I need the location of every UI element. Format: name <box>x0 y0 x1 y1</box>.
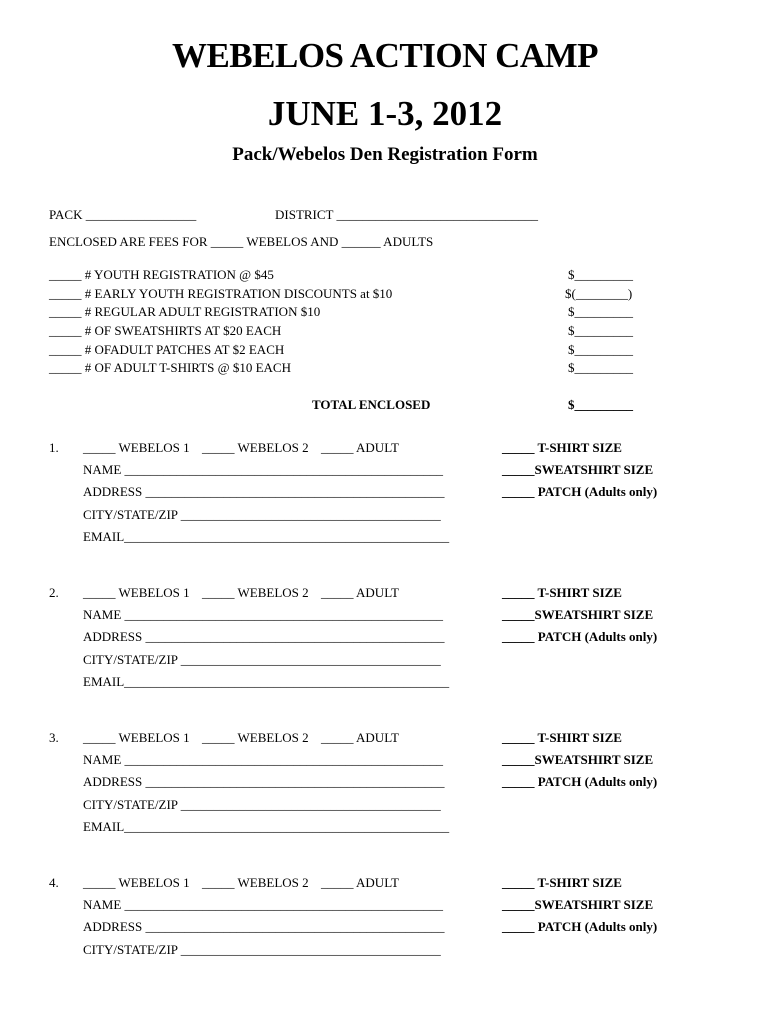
entry-number: 3. <box>49 730 59 745</box>
adult-field[interactable]: _____ ADULT <box>321 875 399 890</box>
email-field[interactable]: EMAIL__________________________________________________ <box>83 674 450 689</box>
sweatshirt-size-field[interactable]: _____SWEATSHIRT SIZE <box>502 752 654 767</box>
address-field[interactable]: ADDRESS ______________________________________________ <box>83 919 445 934</box>
city-state-zip-field[interactable]: CITY/STATE/ZIP ________________________________________ <box>83 797 441 812</box>
webelos2-field[interactable]: _____ WEBELOS 2 <box>202 440 309 455</box>
entry-number: 1. <box>49 440 59 455</box>
fee-amount-patches[interactable]: $_________ <box>568 342 633 357</box>
patch-field[interactable]: _____ PATCH (Adults only) <box>502 919 658 934</box>
webelos1-field[interactable]: _____ WEBELOS 1 <box>83 440 190 455</box>
address-field[interactable]: ADDRESS ______________________________________________ <box>83 484 445 499</box>
webelos1-field[interactable]: _____ WEBELOS 1 <box>83 730 190 745</box>
fee-line-youth[interactable]: _____ # YOUTH REGISTRATION @ $45 <box>49 267 274 282</box>
form-subtitle: Pack/Webelos Den Registration Form <box>232 144 538 165</box>
fee-amount-early-discount[interactable]: $(________) <box>565 286 633 301</box>
city-state-zip-field[interactable]: CITY/STATE/ZIP ________________________________________ <box>83 652 441 667</box>
patch-field[interactable]: _____ PATCH (Adults only) <box>502 484 658 499</box>
fee-amount-tshirts[interactable]: $_________ <box>568 360 633 375</box>
enclosed-fees-line[interactable]: ENCLOSED ARE FEES FOR _____ WEBELOS AND ______ ADULTS <box>49 234 434 249</box>
fee-line-adult[interactable]: _____ # REGULAR ADULT REGISTRATION $10 <box>49 304 321 319</box>
tshirt-size-field[interactable]: _____ T-SHIRT SIZE <box>502 585 622 600</box>
fee-line-early-discount[interactable]: _____ # EARLY YOUTH REGISTRATION DISCOUNTS at $10 <box>49 286 393 301</box>
email-field[interactable]: EMAIL__________________________________________________ <box>83 819 450 834</box>
name-field[interactable]: NAME _________________________________________________ <box>83 607 444 622</box>
webelos2-field[interactable]: _____ WEBELOS 2 <box>202 875 309 890</box>
fee-amount-adult[interactable]: $_________ <box>568 304 633 319</box>
city-state-zip-field[interactable]: CITY/STATE/ZIP ________________________________________ <box>83 507 441 522</box>
sweatshirt-size-field[interactable]: _____SWEATSHIRT SIZE <box>502 897 654 912</box>
entry-number: 4. <box>49 875 59 890</box>
name-field[interactable]: NAME _________________________________________________ <box>83 752 444 767</box>
fee-line-patches[interactable]: _____ # OFADULT PATCHES AT $2 EACH <box>49 342 285 357</box>
fee-line-sweatshirts[interactable]: _____ # OF SWEATSHIRTS AT $20 EACH <box>49 323 282 338</box>
address-field[interactable]: ADDRESS ______________________________________________ <box>83 774 445 789</box>
district-field[interactable]: DISTRICT _______________________________ <box>275 207 539 222</box>
address-field[interactable]: ADDRESS ______________________________________________ <box>83 629 445 644</box>
form-title: WEBELOS ACTION CAMP <box>171 36 599 75</box>
total-enclosed-label: TOTAL ENCLOSED <box>312 397 431 412</box>
webelos2-field[interactable]: _____ WEBELOS 2 <box>202 585 309 600</box>
webelos2-field[interactable]: _____ WEBELOS 2 <box>202 730 309 745</box>
fee-line-tshirts[interactable]: _____ # OF ADULT T-SHIRTS @ $10 EACH <box>49 360 291 375</box>
webelos1-field[interactable]: _____ WEBELOS 1 <box>83 585 190 600</box>
fee-amount-youth[interactable]: $_________ <box>568 267 633 282</box>
webelos1-field[interactable]: _____ WEBELOS 1 <box>83 875 190 890</box>
event-dates: JUNE 1-3, 2012 <box>267 94 503 133</box>
adult-field[interactable]: _____ ADULT <box>321 585 399 600</box>
total-enclosed-amount[interactable]: $_________ <box>568 397 633 412</box>
adult-field[interactable]: _____ ADULT <box>321 440 399 455</box>
tshirt-size-field[interactable]: _____ T-SHIRT SIZE <box>502 875 622 890</box>
patch-field[interactable]: _____ PATCH (Adults only) <box>502 629 658 644</box>
fee-amount-sweatshirts[interactable]: $_________ <box>568 323 633 338</box>
name-field[interactable]: NAME _________________________________________________ <box>83 897 444 912</box>
sweatshirt-size-field[interactable]: _____SWEATSHIRT SIZE <box>502 607 654 622</box>
tshirt-size-field[interactable]: _____ T-SHIRT SIZE <box>502 440 622 455</box>
name-field[interactable]: NAME _________________________________________________ <box>83 462 444 477</box>
patch-field[interactable]: _____ PATCH (Adults only) <box>502 774 658 789</box>
city-state-zip-field[interactable]: CITY/STATE/ZIP ________________________________________ <box>83 942 441 957</box>
entry-number: 2. <box>49 585 59 600</box>
pack-field[interactable]: PACK _________________ <box>49 207 197 222</box>
tshirt-size-field[interactable]: _____ T-SHIRT SIZE <box>502 730 622 745</box>
email-field[interactable]: EMAIL__________________________________________________ <box>83 529 450 544</box>
sweatshirt-size-field[interactable]: _____SWEATSHIRT SIZE <box>502 462 654 477</box>
adult-field[interactable]: _____ ADULT <box>321 730 399 745</box>
